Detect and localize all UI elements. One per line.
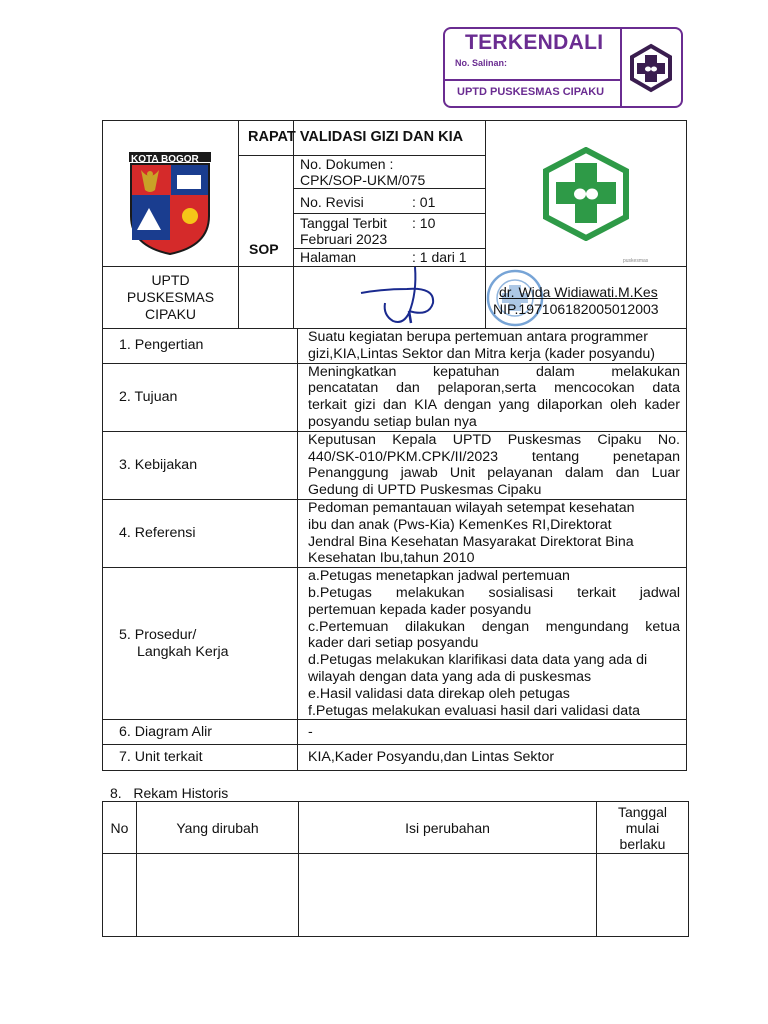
history-empty-row [103,854,689,937]
section-label: 1. Pengertian [103,329,298,364]
content-line: Gedung di UPTD Puskesmas Cipaku [308,482,542,499]
document-title: RAPAT VALIDASI GIZI DAN KIA [248,129,464,145]
revision-label: No. Revisi [300,194,364,210]
puskesmas-logo-icon [626,43,676,93]
issue-date-value: : 10 [412,215,436,231]
org-name-line1: UPTD [151,272,190,288]
content-line: gizi,KIA,Lintas Sektor dan Mitra kerja (kader posyandu) [308,345,655,362]
history-table [102,801,689,937]
sop-label: SOP [249,241,279,257]
section-row [103,499,687,567]
content-line: Kesehatan Ibu,tahun 2010 [308,550,475,567]
history-col-no: No [103,802,137,854]
section-row [103,431,687,499]
history-cell [137,854,299,937]
issue-date-value-line2: Februari 2023 [300,231,388,247]
section-row [103,363,687,431]
content-line: c.Pertemuan dilakukan dengan mengundang ketua [308,618,680,635]
signature-icon [353,263,443,329]
content-line: wilayah dengan data yang ada di puskesmas [308,668,592,685]
history-cell [597,854,689,937]
history-header-row [103,802,689,854]
content-line: pencatatan dan pelaporan,serta mencocokan data [308,380,680,397]
section-row [103,568,687,720]
content-line: terkait gizi dan KIA dengan yang dilaporkan oleh kader [308,397,680,414]
content-line: f.Petugas melakukan evaluasi hasil dari validasi data [308,702,641,719]
history-section-label: 8. Rekam Historis [110,785,229,801]
stamp-divider [445,79,620,81]
content-line: pertemuan kepada kader posyandu [308,601,532,618]
content-line: d.Petugas melakukan klarifikasi data data yang ada di [308,652,648,669]
content-line: Meningkatkan kepatuhan dalam melakukan [308,363,680,380]
history-col-date-line3: berlaku [619,835,666,852]
section-label: 7. Unit terkait [103,745,298,771]
content-line: Penanggung jawab Unit pelayanan dalam dan Luar [308,465,680,482]
issue-date-label: Tanggal Terbit [300,215,387,231]
signer-name: dr. Wida Widiawati.M.Kes [499,284,658,300]
section-label: 3. Kebijakan [103,431,298,499]
puskesmas-health-logo-icon [542,147,630,241]
history-col-changed: Yang dirubah [137,802,299,854]
content-line: - [308,723,313,740]
content-line: e.Hasil validasi data direkap oleh petugas [308,685,570,702]
content-line: Jendral Bina Kesehatan Masyarakat Direktorat Bina [308,533,634,550]
stamp-divider-vertical [620,29,622,106]
stamp-organization: UPTD PUSKESMAS CIPAKU [457,86,605,98]
signer-nip: NIP.197106182005012003 [493,301,659,317]
stamp-copy-number-label: No. Salinan: [455,58,508,68]
page-value: : 1 dari 1 [412,249,467,265]
content-line: ibu dan anak (Pws-Kia) KemenKes RI,Direktorat [308,516,612,533]
content-line: Pedoman pemantauan wilayah setempat kesehatan [308,499,635,516]
section-label: 4. Referensi [103,499,298,567]
controlled-stamp [443,27,683,108]
section-content [298,431,687,499]
section-content [298,329,687,364]
revision-value: : 01 [412,194,436,210]
org-name-line3: CIPAKU [144,306,197,322]
history-cell [103,854,137,937]
section-content [298,499,687,567]
section-content [298,745,687,771]
history-col-date-line2: mulai [625,819,660,836]
section-content [298,568,687,720]
content-line: KIA,Kader Posyandu,dan Lintas Sektor [308,749,555,766]
section-content [298,363,687,431]
sop-header-table [102,120,687,329]
section-row [103,329,687,364]
content-line: b.Petugas melakukan sosialisasi terkait jadwal [308,584,680,601]
section-content [298,720,687,745]
sop-content-table [102,328,687,771]
section-label: 6. Diagram Alir [103,720,298,745]
section-label-line2: Langkah Kerja [137,643,229,660]
section-label: 2. Tujuan [103,363,298,431]
content-line: kader dari setiap posyandu [308,635,479,652]
content-line: a.Petugas menetapkan jadwal pertemuan [308,568,570,585]
doc-number-value: CPK/SOP-UKM/075 [300,172,426,188]
content-line: Suatu kegiatan berupa pertemuan antara programmer [308,329,648,345]
content-line: Keputusan Kepala UPTD Puskesmas Cipaku No. [308,431,680,448]
doc-number-label: No. Dokumen : [300,156,394,172]
city-label: KOTA BOGOR [131,154,199,165]
history-cell [299,854,597,937]
history-col-date [597,802,689,854]
org-name-line2: PUSKESMAS [126,289,215,305]
section-row [103,745,687,771]
section-label-line1: 5. Prosedur/ [119,626,197,643]
section-row [103,720,687,745]
content-line: 440/SK-010/PKM.CPK/II/2023 tentang penetapan [308,448,680,465]
stamp-title: TERKENDALI [465,31,604,54]
history-col-content: Isi perubahan [299,802,597,854]
page-label: Halaman [300,249,357,265]
section-label [103,568,298,720]
history-col-date-line1: Tanggal [617,803,668,820]
content-line: posyandu setiap bulan nya [308,413,477,430]
health-logo-caption: puskesmas [623,258,649,264]
